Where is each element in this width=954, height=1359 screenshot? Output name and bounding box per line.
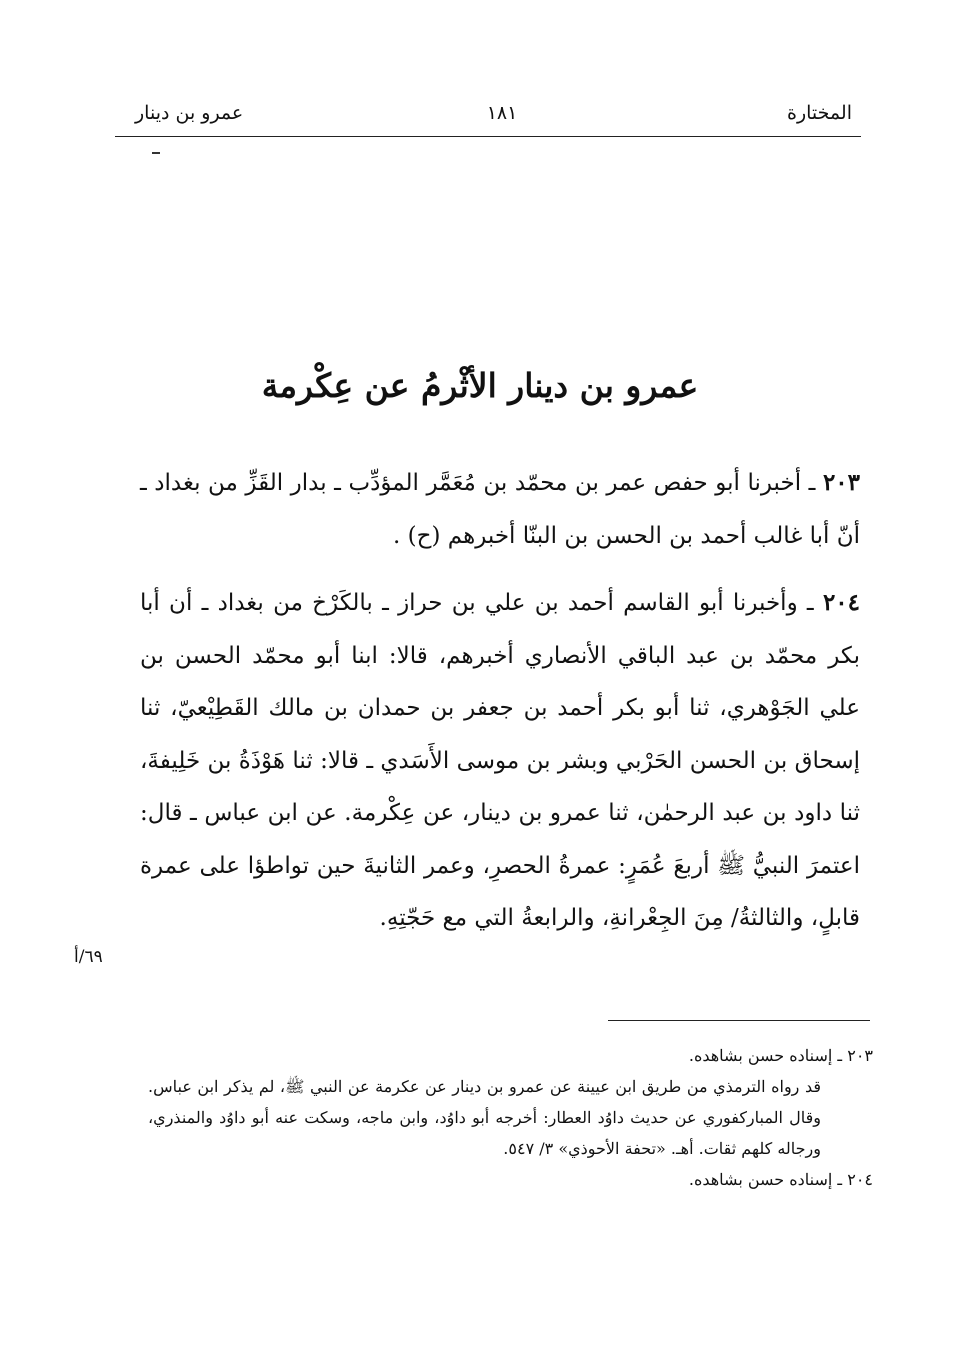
footnote-lead: ـ إسناده حسن بشاهده. <box>688 1046 843 1065</box>
footnote-lead: ـ إسناده حسن بشاهده. <box>688 1170 843 1189</box>
paragraph-203 <box>140 457 860 562</box>
paragraph-number: ٢٠٣ <box>822 469 860 496</box>
paragraph-text: ـ أخبرنا أبو حفص عمر بن محمّد بن مُعَمَّر المؤدِّب ـ بدار القَزِّ من بغداد ـ أنّ أبا غالب أحمد بن الحسن بن البنّا أخبرهم (ح) . <box>140 470 860 549</box>
footnotes <box>148 1040 873 1195</box>
footnote-204 <box>148 1164 873 1195</box>
paragraph-number: ٢٠٤ <box>822 589 860 616</box>
manuscript-folio-note: ٦٩/أ <box>74 947 103 967</box>
print-speck <box>152 152 160 154</box>
header-divider <box>115 136 861 137</box>
footnote-number: ٢٠٣ <box>847 1046 873 1065</box>
paragraph-204 <box>140 577 860 945</box>
footnote-body-text: قد رواه الترمذي من طريق ابن عيينة عن عمرو بن دينار عن عكرمة عن النبي ﷺ، لم يذكر ابن عباس. وقال المباركفوري عن حديث داوُد العطار: أخرجه أبو داوُد، وابن ماجه، وسكت عنه أبو داوُد والمنذري، ورجاله كلهم ثقات. أهـ. «تحفة الأحوذي» ٣/ ٥٤٧. <box>148 1077 822 1158</box>
paragraph-text: ـ وأخبرنا أبو القاسم أحمد بن علي بن حراز ـ بالكَرْخ من بغداد ـ أن أبا بكر محمّد بن عبد الباقي الأنصاري أخبرهم، قالا: ابنا أبو محمّد الحسن بن علي الجَوْهري، ثنا أبو بكر أحمد بن جعفر بن حمدان بن مالك القَطِيْعيّ، ثنا إسحاق بن الحسن الحَرْبي وبشر بن موسى الأَسَدي ـ قالا: ثنا هَوْذَةُ بن خَلِيفةَ، ثنا داود بن عبد الرحمٰن، ثنا عمرو بن دينار، عن عِكْرمة. عن ابن عباس ـ قال: اعتمرَ النبيُّ ﷺ أربعَ عُمَرٍ: عمرةُ الحصرِ، وعمر الثانيةَ حين تواطؤا على عمرة قابلٍ، والثالثةُ/ مِنَ الجِعْرانةِ، والرابعةُ التي مع حَجّتِهِ. <box>140 590 860 931</box>
chapter-title: عمرو بن دينار الأثْرمُ عن عِكْرمة <box>261 366 699 405</box>
header-page-number: ١٨١ <box>486 102 518 124</box>
header-section-name: عمرو بن دينار <box>135 102 244 124</box>
footnote-203 <box>148 1040 873 1071</box>
footnote-divider <box>608 1020 870 1021</box>
footnote-number: ٢٠٤ <box>847 1170 873 1189</box>
header-book-title: المختارة <box>787 102 852 124</box>
footnote-203-body <box>148 1071 873 1164</box>
